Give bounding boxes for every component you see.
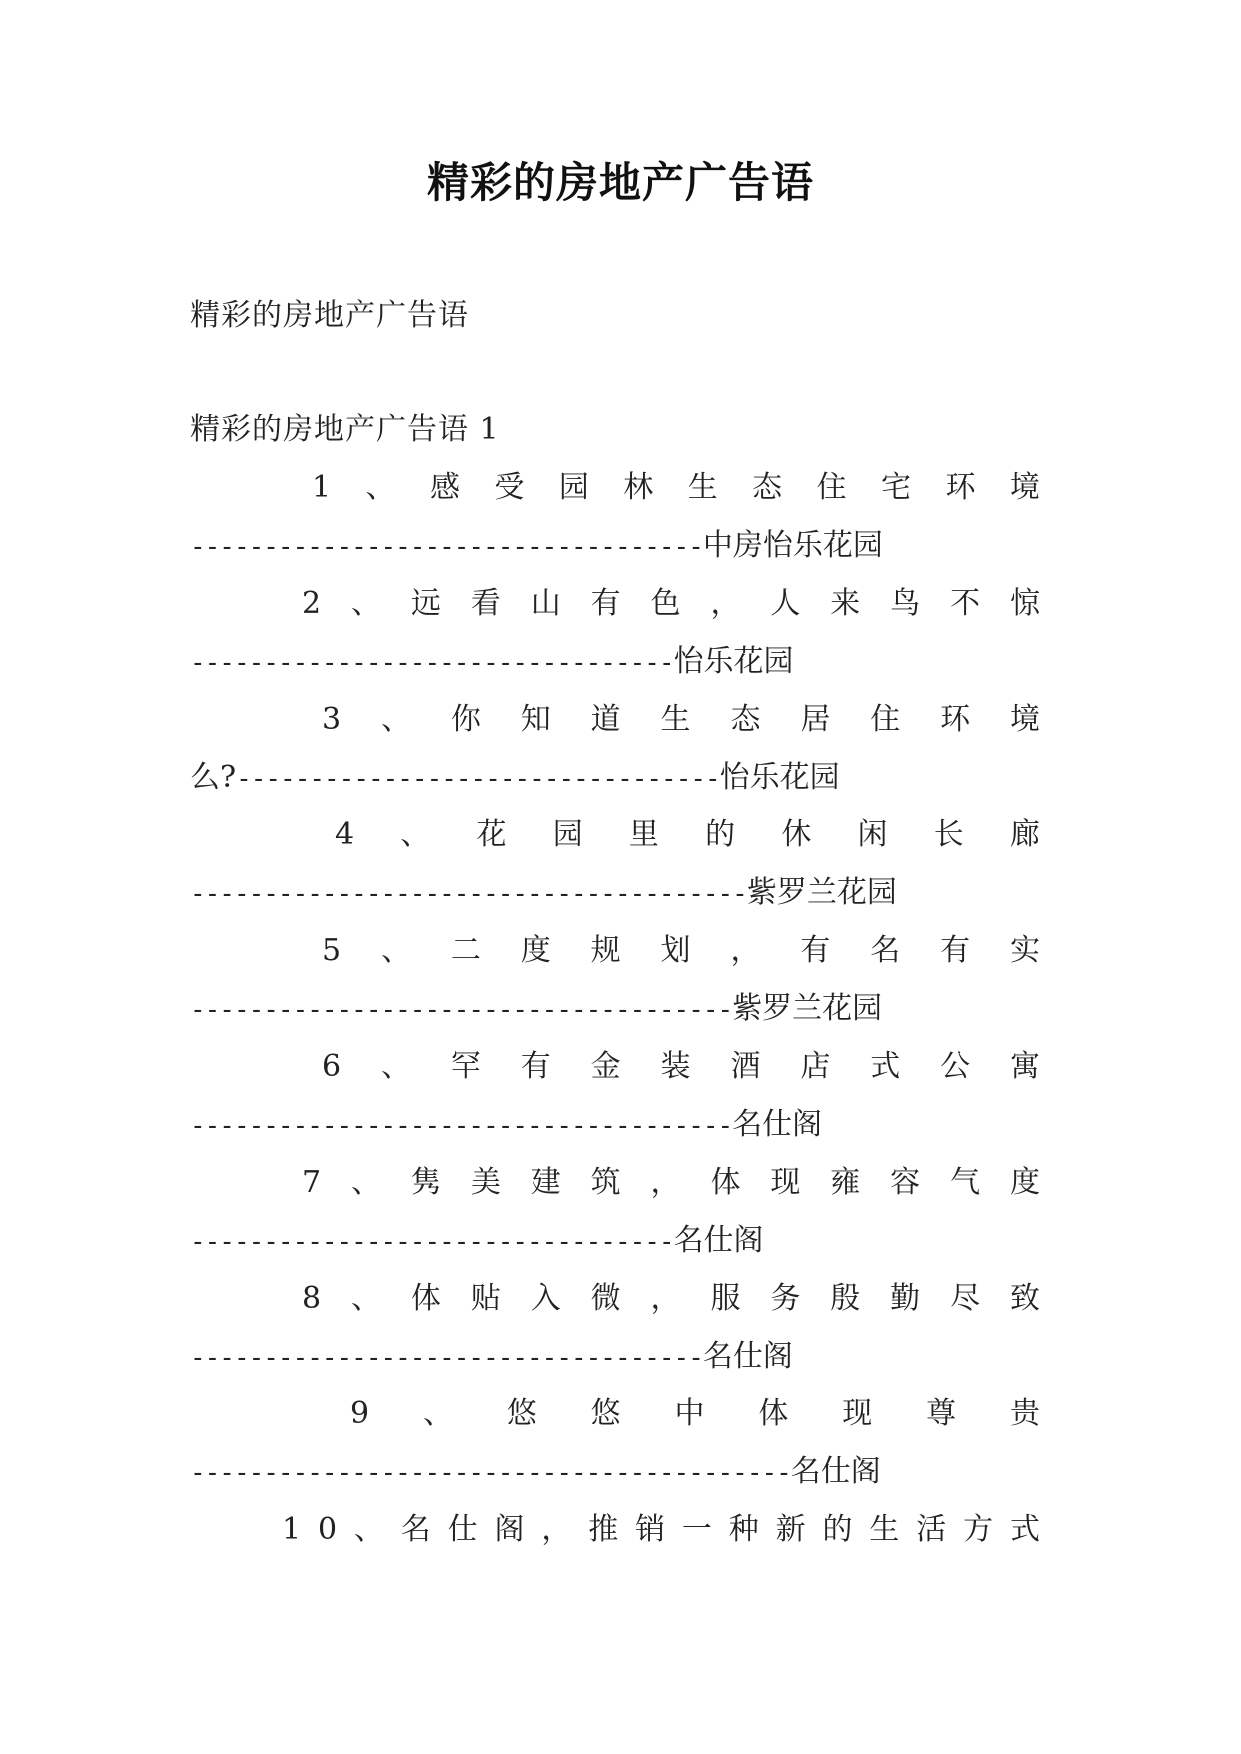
dash-separator: ------------------------------------- [190, 995, 733, 1025]
slogan-char: 贴 [470, 1281, 501, 1316]
slogan-char: 体 [710, 1165, 741, 1200]
slogan-char: 中 [674, 1396, 705, 1431]
slogan-char: 推 [588, 1512, 619, 1547]
slogan-char: 道 [590, 702, 621, 737]
slogan-source-line [190, 1337, 793, 1378]
slogan-char: 店 [800, 1049, 831, 1084]
slogan-char: 殷 [830, 1281, 861, 1316]
slogan-source: 名仕阁 [673, 1223, 764, 1258]
slogan-char: 悠 [590, 1396, 621, 1431]
slogan-char: 美 [470, 1165, 501, 1200]
slogan-char: 规 [590, 933, 621, 968]
slogan-char: 居 [800, 702, 831, 737]
slogan-char: 3 [322, 702, 342, 737]
subtitle: 精彩的房地产广告语 [190, 298, 469, 333]
slogan-char: 惊 [1009, 586, 1040, 621]
slogan-source: 怡乐花园 [673, 644, 794, 679]
slogan-line [322, 1047, 1040, 1087]
slogan-char: ， [730, 933, 761, 968]
slogan-char: 生 [687, 470, 718, 505]
slogan-char: 园 [558, 470, 589, 505]
slogan-source: 怡乐花园 [719, 760, 840, 795]
slogan-char: 体 [758, 1396, 789, 1431]
slogan-char: 酒 [730, 1049, 761, 1084]
slogan-char: 体 [410, 1281, 441, 1316]
document-title: 精彩的房地产广告语 [426, 158, 814, 207]
slogan-char: 2 [302, 586, 322, 621]
slogan-char: ， [541, 1512, 572, 1547]
slogan-line [335, 815, 1040, 855]
slogan-source-line [190, 526, 883, 567]
slogan-line [322, 931, 1040, 971]
slogan-char: 宅 [881, 470, 912, 505]
slogan-char: 境 [1010, 702, 1040, 737]
dash-separator: -------------------------------------- [190, 879, 747, 909]
slogan-char: 来 [830, 586, 861, 621]
slogan-char: 名 [400, 1512, 431, 1547]
slogan-char: 有 [800, 933, 831, 968]
slogan-char: 式 [1009, 1512, 1040, 1547]
slogan-char: 不 [950, 586, 981, 621]
slogan-char: 5 [322, 933, 342, 968]
slogan-char: 划 [660, 933, 691, 968]
slogan-char: 生 [869, 1512, 900, 1547]
slogan-char: 看 [470, 586, 501, 621]
slogan-char: 9 [350, 1396, 370, 1431]
slogan-char: 境 [1009, 470, 1040, 505]
slogan-char: 、 [351, 1281, 381, 1316]
slogan-source: 紫罗兰花园 [732, 991, 883, 1026]
slogan-source: 中房怡乐花园 [702, 528, 883, 563]
slogan-char: 、 [380, 1049, 411, 1084]
dash-separator: --------------------------------- [190, 648, 674, 678]
slogan-char: 度 [1009, 1165, 1040, 1200]
slogan-char: 你 [450, 702, 481, 737]
slogan-char: 入 [530, 1281, 561, 1316]
slogan-char: 、 [380, 933, 411, 968]
slogan-char: 有 [940, 933, 971, 968]
slogan-char: 致 [1009, 1281, 1040, 1316]
slogan-source: 名仕阁 [732, 1107, 823, 1142]
slogan-char: 勤 [890, 1281, 921, 1316]
slogan-char: 容 [890, 1165, 921, 1200]
slogan-line [322, 700, 1040, 740]
slogan-char: 、 [422, 1396, 453, 1431]
section-heading: 精彩的房地产广告语 1 [190, 412, 500, 447]
slogan-char: 色 [650, 586, 681, 621]
slogan-char: 活 [916, 1512, 947, 1547]
slogan-char: 受 [494, 470, 525, 505]
slogan-char: 贵 [1009, 1396, 1040, 1431]
slogan-char: 种 [728, 1512, 759, 1547]
slogan-char: 的 [705, 817, 736, 852]
slogan-char: ， [650, 1281, 681, 1316]
slogan-char: 罕 [450, 1049, 481, 1084]
slogan-line [302, 1279, 1040, 1319]
slogan-source-line [190, 873, 897, 914]
slogan-char: 闲 [857, 817, 888, 852]
slogan-char: 服 [710, 1281, 741, 1316]
slogan-char: 度 [520, 933, 551, 968]
slogan-line [302, 584, 1040, 624]
slogan-source-line [190, 1105, 822, 1146]
slogan-char: 实 [1010, 933, 1040, 968]
slogan-char: 有 [590, 586, 621, 621]
slogan-char: 知 [520, 702, 551, 737]
slogan-line [350, 1394, 1040, 1434]
slogan-char: 尽 [950, 1281, 981, 1316]
dash-separator: ----------------------------------- [190, 532, 703, 562]
slogan-char: 花 [476, 817, 507, 852]
slogan-char: 环 [945, 470, 976, 505]
slogan-char: 生 [660, 702, 691, 737]
slogan-char: 鸟 [890, 586, 921, 621]
slogan-source-line [190, 989, 882, 1030]
slogan-char: 、 [353, 1512, 384, 1547]
slogan-char: 住 [870, 702, 901, 737]
slogan-char: 尊 [926, 1396, 957, 1431]
slogan-char: 林 [623, 470, 654, 505]
slogan-char: 休 [781, 817, 812, 852]
slogan-source-line [190, 1221, 764, 1262]
slogan-char: 隽 [410, 1165, 441, 1200]
slogan-char: 、 [365, 470, 396, 505]
slogan-char: 、 [351, 1165, 381, 1200]
slogan-char: 名 [870, 933, 901, 968]
slogan-char: 微 [590, 1281, 621, 1316]
dash-separator: ------------------------------------- [190, 1111, 733, 1141]
slogan-char: 廊 [1009, 817, 1040, 852]
slogan-source-line [190, 1452, 881, 1493]
slogan-char: 8 [302, 1281, 322, 1316]
slogan-char: 公 [940, 1049, 971, 1084]
slogan-char: 悠 [506, 1396, 537, 1431]
slogan-char: 气 [950, 1165, 981, 1200]
slogan-char: 山 [530, 586, 561, 621]
slogan-char: 阁 [494, 1512, 525, 1547]
slogan-char: 的 [822, 1512, 853, 1547]
slogan-char: 现 [842, 1396, 873, 1431]
slogan-source: 名仕阁 [790, 1454, 881, 1489]
slogan-char: 现 [770, 1165, 801, 1200]
slogan-char: 一 [681, 1512, 712, 1547]
dash-separator: ----------------------------------------- [190, 1458, 791, 1488]
slogan-char: 装 [660, 1049, 691, 1084]
slogan-char: 二 [450, 933, 481, 968]
slogan-char: 新 [775, 1512, 806, 1547]
slogan-line [302, 1163, 1040, 1203]
slogan-continuation: 么? [190, 760, 237, 795]
slogan-char: 环 [940, 702, 971, 737]
slogan-char: 态 [752, 470, 783, 505]
slogan-char: 1 [282, 1512, 302, 1547]
slogan-line [312, 468, 1040, 508]
slogan-char: 感 [429, 470, 460, 505]
slogan-char: 仕 [447, 1512, 478, 1547]
slogan-char: 7 [302, 1165, 322, 1200]
slogan-char: ， [650, 1165, 681, 1200]
slogan-char: 务 [770, 1281, 801, 1316]
slogan-char: 雍 [830, 1165, 861, 1200]
slogan-char: 有 [520, 1049, 551, 1084]
slogan-char: 住 [816, 470, 847, 505]
slogan-char: 销 [635, 1512, 666, 1547]
slogan-source: 名仕阁 [702, 1339, 793, 1374]
slogan-source: 紫罗兰花园 [746, 875, 897, 910]
slogan-char: 方 [963, 1512, 994, 1547]
slogan-char: 式 [870, 1049, 901, 1084]
slogan-char: 寓 [1010, 1049, 1040, 1084]
slogan-char: 6 [322, 1049, 342, 1084]
dash-separator: --------------------------------- [190, 1227, 674, 1257]
slogan-char: 远 [410, 586, 441, 621]
slogan-char: 里 [628, 817, 659, 852]
slogan-source-line [190, 758, 840, 799]
slogan-char: 园 [552, 817, 583, 852]
slogan-char: 人 [770, 586, 801, 621]
slogan-line [282, 1510, 1040, 1550]
slogan-char: 、 [351, 586, 381, 621]
slogan-char: 1 [312, 470, 332, 505]
slogan-char: 4 [335, 817, 355, 852]
slogan-char: 建 [530, 1165, 561, 1200]
slogan-char: 0 [317, 1512, 338, 1547]
slogan-char: 、 [380, 702, 411, 737]
dash-separator: ----------------------------------- [190, 1343, 703, 1373]
slogan-char: 长 [933, 817, 964, 852]
slogan-char: 、 [400, 817, 431, 852]
slogan-char: 态 [730, 702, 761, 737]
slogan-char: ， [710, 586, 741, 621]
slogan-char: 筑 [590, 1165, 621, 1200]
dash-separator: --------------------------------- [236, 764, 720, 794]
slogan-char: 金 [590, 1049, 621, 1084]
slogan-source-line [190, 642, 794, 683]
